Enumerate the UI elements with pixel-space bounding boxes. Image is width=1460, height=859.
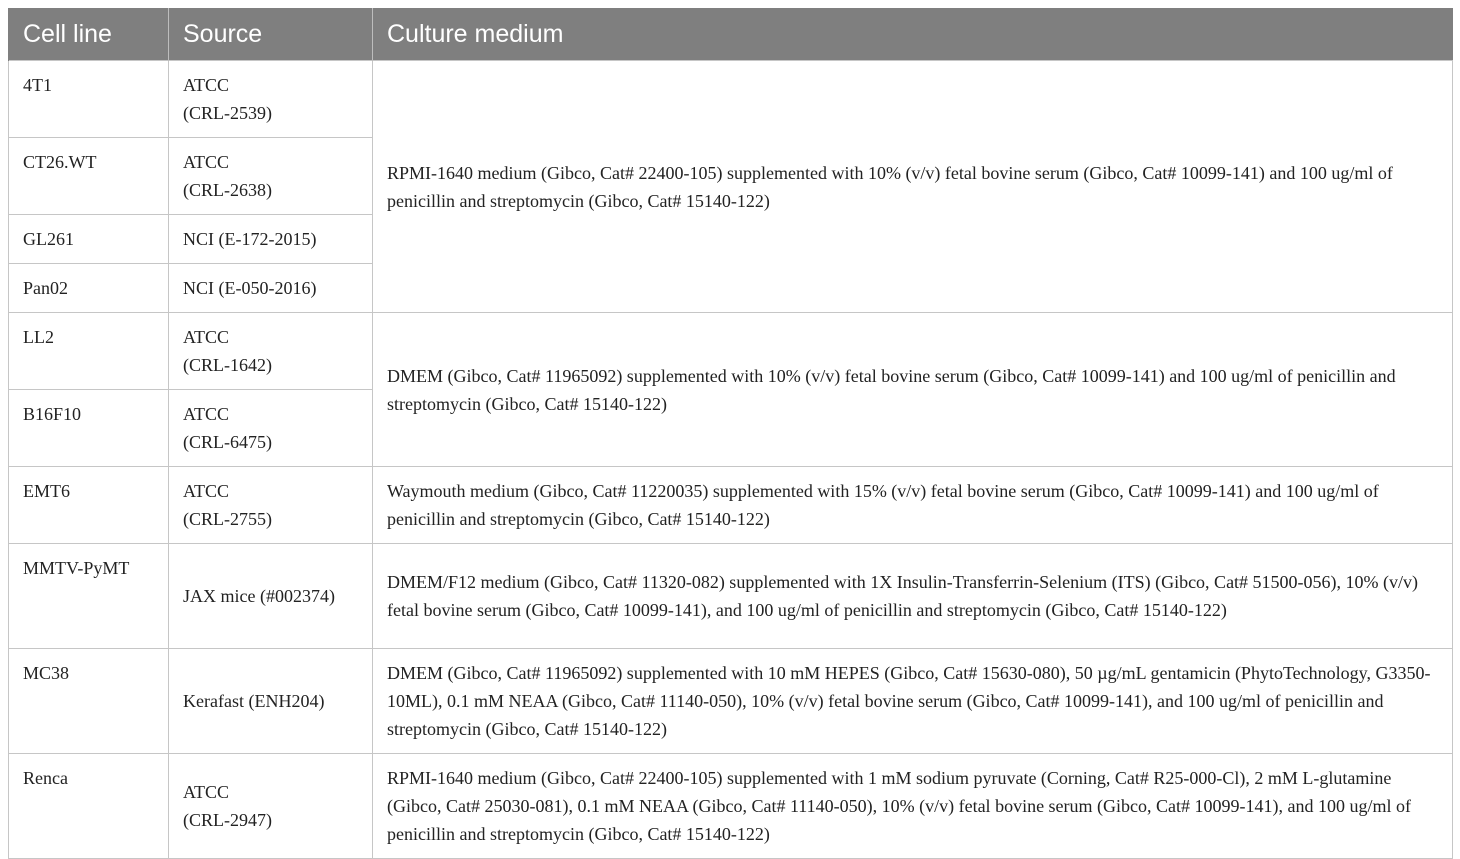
- culture-medium: RPMI-1640 medium (Gibco, Cat# 22400-105) supplemented with 1 mM sodium pyruvate (Corning, Cat# R25-000-Cl), 2 mM L-glutamine (Gibco, Cat# 25030-081), 0.1 mM NEAA (Gibco, Cat# 11140-050), 10% (v/v) fetal bovine serum (Gibco, Cat# 10099-141), and 100 ug/ml of penicillin and streptomycin (Gibco, Cat# 15140-122): [373, 754, 1453, 859]
- header-row: [9, 8, 1453, 61]
- cell-line: Pan02: [9, 264, 169, 313]
- table-row: [9, 61, 1453, 138]
- table-row: [9, 754, 1453, 859]
- cell-line-table: [8, 8, 1453, 859]
- table-header: [9, 8, 1453, 61]
- source: NCI (E-172-2015): [169, 215, 373, 264]
- cell-line: CT26.WT: [9, 138, 169, 215]
- table-row: [9, 313, 1453, 390]
- culture-medium: Waymouth medium (Gibco, Cat# 11220035) supplemented with 15% (v/v) fetal bovine serum (Gibco, Cat# 10099-141) and 100 ug/ml of penicillin and streptomycin (Gibco, Cat# 15140-122): [373, 467, 1453, 544]
- source: NCI (E-050-2016): [169, 264, 373, 313]
- header-culture-medium: Culture medium: [373, 8, 1453, 61]
- cell-line: Renca: [9, 754, 169, 859]
- header-cell-line: Cell line: [9, 8, 169, 61]
- culture-medium: DMEM/F12 medium (Gibco, Cat# 11320-082) supplemented with 1X Insulin-Transferrin-Selenium (ITS) (Gibco, Cat# 51500-056), 10% (v/v) fetal bovine serum (Gibco, Cat# 10099-141), and 100 ug/ml of penicillin and streptomycin (Gibco, Cat# 15140-122): [373, 544, 1453, 649]
- source: ATCC (CRL-2755): [169, 467, 373, 544]
- header-source: Source: [169, 8, 373, 61]
- culture-medium: RPMI-1640 medium (Gibco, Cat# 22400-105) supplemented with 10% (v/v) fetal bovine serum (Gibco, Cat# 10099-141) and 100 ug/ml of penicillin and streptomycin (Gibco, Cat# 15140-122): [373, 61, 1453, 313]
- source: ATCC (CRL-2947): [169, 754, 373, 859]
- culture-medium: DMEM (Gibco, Cat# 11965092) supplemented with 10 mM HEPES (Gibco, Cat# 15630-080), 50 µg/mL gentamicin (PhytoTechnology, G3350-10ML), 0.1 mM NEAA (Gibco, Cat# 11140-050), 10% (v/v) fetal bovine serum (Gibco, Cat# 10099-141), and 100 ug/ml of penicillin and streptomycin (Gibco, Cat# 15140-122): [373, 649, 1453, 754]
- cell-line: MC38: [9, 649, 169, 754]
- cell-line: GL261: [9, 215, 169, 264]
- source: ATCC (CRL-6475): [169, 390, 373, 467]
- source: ATCC (CRL-2638): [169, 138, 373, 215]
- culture-medium: DMEM (Gibco, Cat# 11965092) supplemented with 10% (v/v) fetal bovine serum (Gibco, Cat# 10099-141) and 100 ug/ml of penicillin and streptomycin (Gibco, Cat# 15140-122): [373, 313, 1453, 467]
- table-body: [9, 61, 1453, 859]
- table-row: [9, 467, 1453, 544]
- source: ATCC (CRL-2539): [169, 61, 373, 138]
- cell-line: EMT6: [9, 467, 169, 544]
- source: ATCC (CRL-1642): [169, 313, 373, 390]
- table-row: [9, 544, 1453, 649]
- source: JAX mice (#002374): [169, 544, 373, 649]
- cell-line: 4T1: [9, 61, 169, 138]
- cell-line: MMTV-PyMT: [9, 544, 169, 649]
- cell-line: B16F10: [9, 390, 169, 467]
- source: Kerafast (ENH204): [169, 649, 373, 754]
- table-row: [9, 649, 1453, 754]
- cell-line: LL2: [9, 313, 169, 390]
